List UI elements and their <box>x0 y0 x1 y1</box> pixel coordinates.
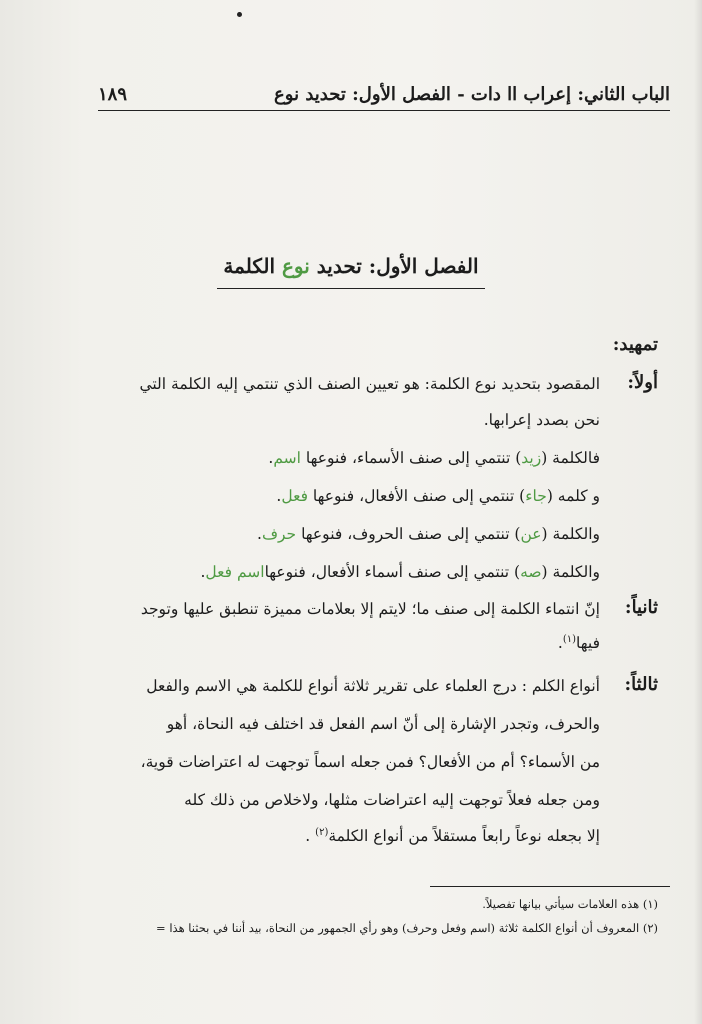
body-line: المقصود بتحديد نوع الكلمة: هو تعيين الصنف الذي تنتمي إليه الكلمة التي <box>139 375 600 393</box>
footnote-ref[interactable]: (١) <box>562 633 577 645</box>
example-line: والكلمة (عن) تنتمي إلى صنف الحروف، فنوعها حرف. <box>257 525 600 543</box>
example-line: فالكلمة (زيد) تنتمي إلى صنف الأسماء، فنوعها اسم. <box>268 449 600 467</box>
example-type: فعل <box>281 487 308 505</box>
example-type: اسم فعل <box>205 563 265 581</box>
section-label-second: ثانياً: <box>624 597 658 618</box>
chapter-title <box>0 254 702 289</box>
footnote: (١) هذه العلامات سيأتي بيانها تفصيلاً. <box>482 897 658 911</box>
page-number: ١٨٩ <box>98 83 128 105</box>
body-line: والحرف، وتجدر الإشارة إلى أنّ اسم الفعل قد اختلف فيه النحاة، أهو <box>166 715 600 733</box>
page-edge-shadow <box>694 0 702 1024</box>
example-line: والكلمة (صه) تنتمي إلى صنف أسماء الأفعال، فنوعهااسم فعل. <box>200 563 600 581</box>
body-line: إلا بجعله نوعاً رابعاً مستقلاً من أنواع الكلمة$^{(٢)}$ . <box>305 826 600 845</box>
body-line: أنواع الكلم : درج العلماء على تقرير ثلاثة أنواع للكلمة هي الاسم والفعل <box>146 677 600 695</box>
section-label-first: أولاً: <box>627 372 658 393</box>
example-type: اسم <box>273 449 301 467</box>
running-title: الباب الثاني: إعراب اا دات - الفصل الأول: تحديد نوع <box>274 83 670 105</box>
footnote-ref[interactable]: (٢) <box>315 826 329 838</box>
example-line: و كلمه (جاء) تنتمي إلى صنف الأفعال، فنوعها فعل. <box>276 487 600 505</box>
chapter-title-part2: الكلمة <box>223 254 282 278</box>
header-rule <box>98 110 670 111</box>
body-line: نحن بصدد إعرابها. <box>483 411 600 429</box>
example-type: حرف <box>261 525 297 543</box>
body-line: من الأسماء؟ أم من الأفعال؟ فمن جعله اسماً توجهت له اعتراضات قوية، <box>140 753 600 771</box>
example-word: جاء <box>525 487 547 505</box>
footnote-rule <box>430 886 670 887</box>
example-word: صه <box>520 563 542 581</box>
chapter-title-accent: نوع <box>282 254 310 278</box>
intro-label: تمهيد: <box>612 334 658 355</box>
section-label-third: ثالثاً: <box>624 674 658 695</box>
footnote: (٢) المعروف أن أنواع الكلمة ثلاثة (اسم وفعل وحرف) وهو رأي الجمهور من النحاة، بيد أننا في بحثنا هذا = <box>156 921 658 935</box>
body-line: فيها$^{(١)}$. <box>557 633 600 652</box>
body-line: إنّ انتماء الكلمة إلى صنف ما؛ لايتم إلا بعلامات مميزة تنطبق عليها وتوجد <box>140 600 600 618</box>
chapter-title-part1: الفصل الأول: تحديد <box>309 254 479 278</box>
running-header <box>98 80 670 108</box>
body-line: ومن جعله فعلاً توجهت إليه اعتراضات مثلها، ولاخلاص من ذلك كله <box>184 791 600 809</box>
ink-speck <box>237 12 242 17</box>
example-word: زيد <box>521 449 542 467</box>
example-word: عن <box>520 525 542 543</box>
